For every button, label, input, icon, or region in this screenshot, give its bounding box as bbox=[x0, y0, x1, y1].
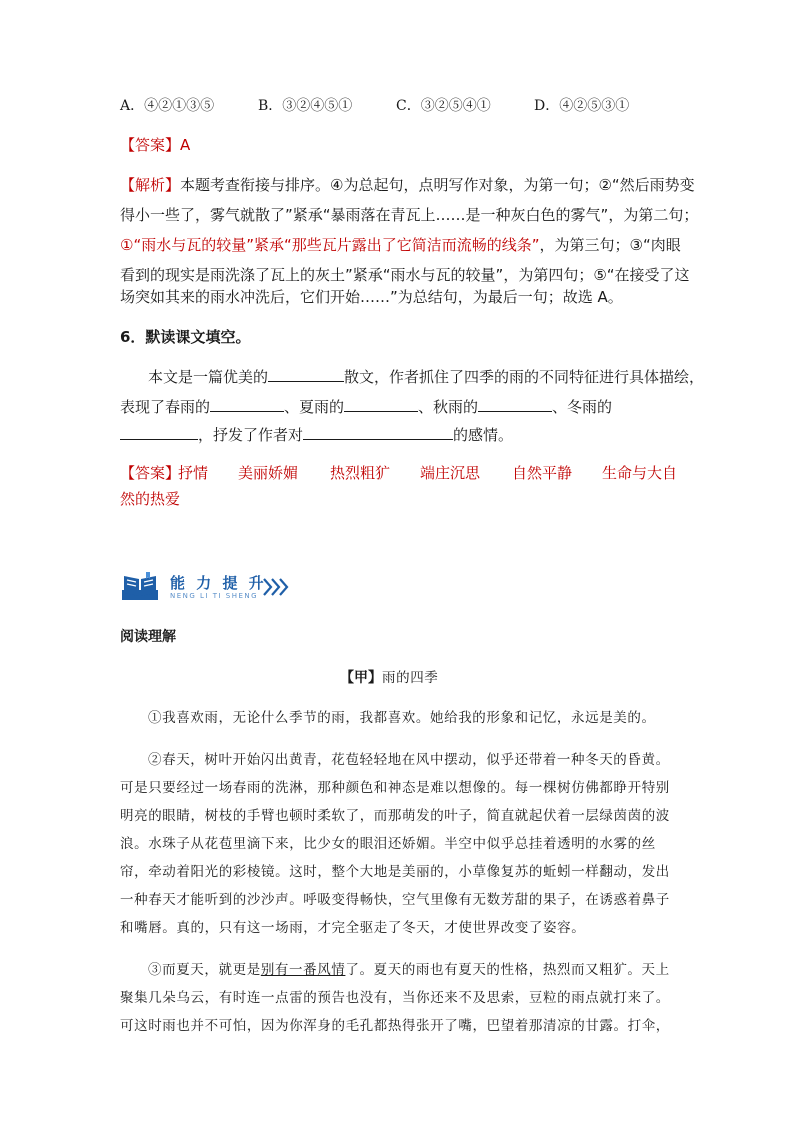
chevron-right-icon bbox=[262, 576, 292, 598]
passage-title-text: 雨的四季 bbox=[382, 670, 439, 686]
paragraph-3-text-b: 了。夏天的雨也有夏天的性格，热烈而又粗犷。天上 bbox=[345, 962, 670, 978]
answer-2-continuation: 然的热爱 bbox=[120, 490, 181, 508]
answer-2-item: 抒情 bbox=[178, 464, 209, 482]
fill-blank-1[interactable] bbox=[268, 366, 344, 382]
paragraph-3-line-1 bbox=[148, 959, 670, 981]
paragraph-2-line-1: ②春天，树叶开始闪出黄青，花苞轻轻地在风中摆动，似乎还带着一种冬天的昏黄。 bbox=[148, 752, 670, 768]
fill-text-2c: 、秋雨的 bbox=[418, 398, 479, 416]
paragraph-2-line-5: 帘，牵动着阳光的彩棱镜。这时，整个大地是美丽的，小草像复苏的蚯蚓一样翻动，发出 bbox=[120, 864, 670, 880]
fill-text-3b: 的感情。 bbox=[453, 426, 514, 444]
passage-title bbox=[340, 667, 438, 689]
question-6-title: 6．默读课文填空。 bbox=[120, 328, 251, 346]
answer-tag: 【答案】 bbox=[120, 136, 181, 154]
analysis-text-3: ，为第三句；③“肉眼 bbox=[539, 236, 681, 254]
analysis-line-5: 场突如其来的雨水冲洗后，它们开始……”为总结句，为最后一句；故选 A。 bbox=[120, 288, 623, 306]
analysis-tag: 【解析】 bbox=[120, 176, 181, 194]
answer-2-item: 热烈粗犷 bbox=[330, 464, 391, 482]
option-b: B．③②④⑤① bbox=[258, 98, 353, 114]
fill-blank-4[interactable] bbox=[478, 396, 552, 412]
analysis-line-4: 看到的现实是雨洗涤了瓦上的灰土”紧承“雨水与瓦的较量”，为第四句；⑤“在接受了这 bbox=[120, 266, 690, 284]
fill-text-2d: 、冬雨的 bbox=[552, 398, 613, 416]
section-title: 能 力 提 升 bbox=[170, 574, 267, 592]
fill-text-2b: 、夏雨的 bbox=[284, 398, 345, 416]
fill-line-3 bbox=[120, 424, 513, 446]
fill-text-2a: 表现了春雨的 bbox=[120, 398, 211, 416]
reading-heading: 阅读理解 bbox=[120, 629, 176, 645]
fill-blank-3[interactable] bbox=[344, 396, 418, 412]
answer-2-item: 端庄沉思 bbox=[420, 464, 481, 482]
paragraph-2-line-6: 一种春天才能听到的沙沙声。呼吸变得畅快，空气里像有无数芳甜的果子，在诱惑着鼻子 bbox=[120, 892, 670, 908]
paragraph-1: ①我喜欢雨，无论什么季节的雨，我都喜欢。她给我的形象和记忆，永远是美的。 bbox=[148, 710, 656, 726]
fill-text-3a: ，抒发了作者对 bbox=[198, 426, 304, 444]
answer-2-item: 自然平静 bbox=[512, 464, 573, 482]
paragraph-2-line-3: 明亮的眼睛，树枝的手臂也顿时柔软了，而那萌发的叶子，简直就起伏着一层绿茵茵的波 bbox=[120, 808, 670, 824]
paragraph-2-line-4: 浪。水珠子从花苞里滴下来，比少女的眼泪还娇媚。半空中似乎总挂着透明的水雾的丝 bbox=[120, 836, 656, 852]
paragraph-3-line-2: 聚集几朵乌云，有时连一点雷的预告也没有，当你还来不及思索，豆粒的雨点就打来了。 bbox=[120, 990, 670, 1006]
fill-text-1b: 散文，作者抓住了四季的雨的不同特征进行具体描绘， bbox=[344, 368, 705, 386]
answer-1 bbox=[120, 134, 190, 156]
fill-blank-2[interactable] bbox=[210, 396, 284, 412]
paragraph-2-line-7: 和嘴唇。真的，只有这一场雨，才完全驱走了冬天，才使世界改变了姿容。 bbox=[120, 920, 586, 936]
analysis-line-2: 得小一些了，雾气就散了”紧承“暴雨落在青瓦上……是一种灰白色的雾气”，为第二句； bbox=[120, 206, 699, 224]
analysis-text-1: 本题考查衔接与排序。④为总起句，点明写作对象，为第一句；②“然后雨势变 bbox=[180, 176, 695, 194]
paragraph-3-text-a: ③而夏天，就更是 bbox=[148, 962, 261, 978]
fill-line-1 bbox=[148, 366, 704, 388]
paragraph-2-line-2: 可是只要经过一场春雨的洗淋，那种颜色和神态是难以想像的。每一棵树仿佛都睁开特别 bbox=[120, 780, 670, 796]
section-subtitle: NENG LI TI SHENG bbox=[170, 592, 259, 600]
option-d: D．④②⑤③① bbox=[534, 98, 630, 114]
option-c: C．③②⑤④① bbox=[396, 98, 491, 114]
paragraph-3-line-3: 可这时雨也并不可怕，因为你浑身的毛孔都热得张开了嘴，巴望着那清凉的甘露。打伞， bbox=[120, 1018, 670, 1034]
analysis-red-text: ①“雨水与瓦的较量”紧承“那些瓦片露出了它简洁而流畅的线条” bbox=[120, 236, 540, 254]
open-book-icon bbox=[120, 572, 160, 602]
underlined-phrase: 别有一番风情 bbox=[260, 962, 346, 978]
analysis-line-1 bbox=[120, 174, 695, 196]
fill-blank-5[interactable] bbox=[120, 424, 198, 440]
option-a: A．④②①③⑤ bbox=[120, 98, 215, 114]
answer-value: A bbox=[180, 136, 191, 154]
answer-2-item: 生命与大自 bbox=[602, 464, 678, 482]
fill-line-2 bbox=[120, 396, 612, 418]
section-banner bbox=[120, 570, 300, 606]
fill-blank-6[interactable] bbox=[303, 424, 453, 440]
answer-2-tag: 【答案】 bbox=[120, 464, 181, 482]
fill-text-1a: 本文是一篇优美的 bbox=[148, 368, 269, 386]
answer-2-item: 美丽娇媚 bbox=[238, 464, 299, 482]
analysis-line-3 bbox=[120, 234, 681, 256]
passage-title-tag: 【甲】 bbox=[340, 670, 382, 686]
